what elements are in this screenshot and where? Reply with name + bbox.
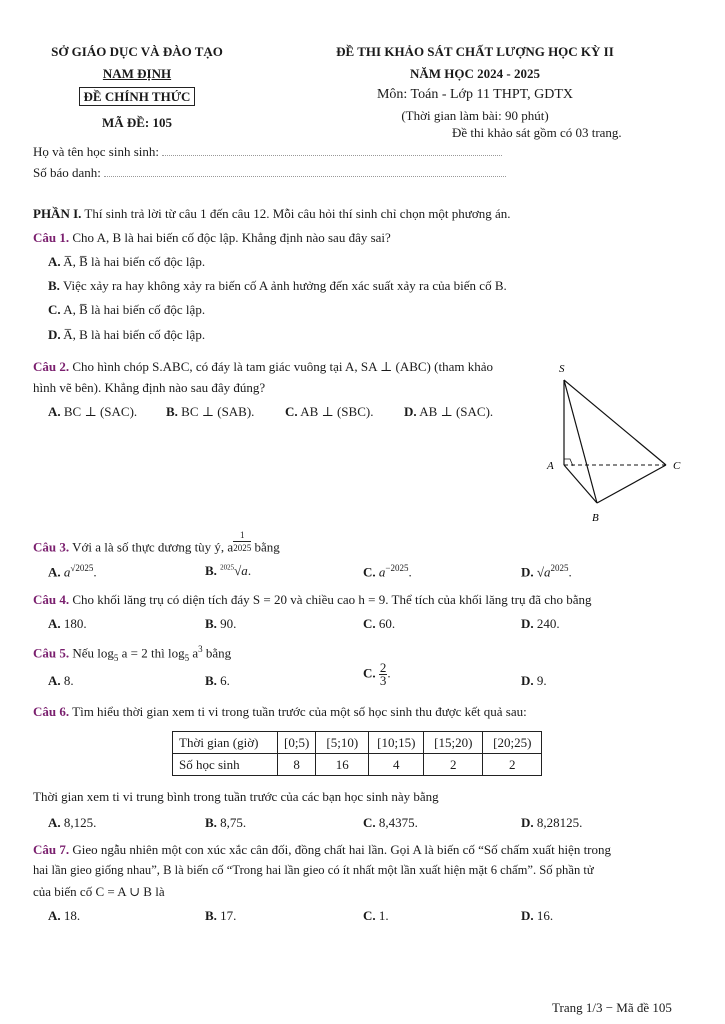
q4-label: Câu 4.	[33, 592, 70, 607]
q4-option-a[interactable]: A. 180.	[48, 616, 87, 631]
q1-stem: Cho A, B là hai biến cố độc lập. Khẳng định nào sau đây sai?	[72, 230, 391, 245]
official-label: ĐỀ CHÍNH THỨC	[79, 87, 196, 106]
pages-note: Đề thi khảo sát gồm có 03 trang.	[452, 125, 622, 140]
label-s: S	[559, 363, 565, 375]
q6-stem: Tìm hiểu thời gian xem ti vi trong tuần trước của một số học sinh thu được kết quả sau:	[72, 704, 527, 719]
q3-option-d[interactable]: D. $√a^{2025}$.	[521, 563, 572, 580]
q7-option-b[interactable]: B. 17.	[205, 908, 237, 923]
q1-option-d[interactable]: D. A̅, B là hai biến cố độc lập.	[48, 327, 206, 342]
province-name: NAM ĐỊNH	[102, 66, 172, 81]
q6-option-a[interactable]: A. 8,125.	[48, 815, 97, 830]
q4-option-d[interactable]: D. 240.	[521, 616, 560, 631]
q3-stem-row: Câu 3. Với a là số thực dương tùy ý, a $\frac{1}{2025}$ bằng	[33, 530, 280, 555]
q2-stem2: hình vẽ bên). Khẳng định nào sau đây đúng?	[33, 380, 266, 395]
q7-line1: Gieo ngẫu nhiên một con xúc xắc cân đối, đồng chất hai lần. Gọi A là biến cố “Số chấm xuất hiện trong	[72, 842, 612, 857]
student-name-field[interactable]	[162, 155, 502, 156]
q4-stem-row	[33, 592, 592, 608]
q6-stem-row	[33, 704, 527, 720]
q3-option-b[interactable]: B. $^{2025}$√a.	[205, 563, 252, 578]
q2-option-d[interactable]: D. AB ⊥ (SAC).	[404, 404, 494, 419]
q6-question: Thời gian xem ti vi trung bình trong tuần trước của các bạn học sinh này bằng	[33, 789, 439, 804]
exam-title: ĐỀ THI KHẢO SÁT CHẤT LƯỢNG HỌC KỲ II	[336, 44, 614, 59]
dept-name: SỞ GIÁO DỤC VÀ ĐÀO TẠO	[51, 44, 223, 59]
q2-stem-row	[33, 359, 493, 375]
q2-option-a[interactable]: A. BC ⊥ (SAC).	[48, 404, 138, 419]
q1-option-c[interactable]: C. A, B̅ là hai biến cố độc lập.	[48, 302, 206, 317]
frequency-table	[172, 731, 542, 776]
subject: Môn: Toán - Lớp 11 THPT, GDTX	[376, 87, 574, 102]
q2-label: Câu 2.	[33, 359, 70, 374]
q3-option-a[interactable]: A. $a^{√2025}$.	[48, 563, 97, 580]
q6-label: Câu 6.	[33, 704, 70, 719]
q6-option-c[interactable]: C. 8,4375.	[363, 815, 418, 830]
q5-option-b[interactable]: B. 6.	[205, 673, 230, 688]
part1-instruction	[33, 206, 510, 222]
label-c: C	[673, 460, 681, 472]
part1-text: Thí sinh trả lời từ câu 1 đến câu 12. Mỗi câu hỏi thí sinh chỉ chọn một phương án.	[84, 206, 511, 221]
q1-option-b[interactable]: B. Việc xảy ra hay không xảy ra biến cố A ảnh hưởng đến xác suất xảy ra của biến cố B.	[48, 278, 507, 293]
q1-option-a[interactable]: A. A̅, B̅ là hai biến cố độc lập.	[48, 254, 206, 269]
part1-label: PHẦN I.	[33, 206, 82, 221]
q6-option-b[interactable]: B. 8,75.	[205, 815, 247, 830]
q5-option-c[interactable]: C. $\frac{2}{3}$ .	[363, 660, 391, 688]
page-footer: Trang 1/3 − Mã đề 105	[552, 1000, 672, 1015]
q7-option-d[interactable]: D. 16.	[521, 908, 554, 923]
student-name-row	[33, 144, 502, 160]
edge-bc	[597, 465, 666, 503]
q5-option-a[interactable]: A. 8.	[48, 673, 74, 688]
q7-line3: của biến cố C = A ∪ B là	[33, 884, 165, 899]
q7-label: Câu 7.	[33, 842, 70, 857]
student-id-label: Số báo danh:	[33, 165, 101, 180]
official-label-wrap	[42, 89, 232, 105]
q3-option-c[interactable]: C. $a^{-2025}$.	[363, 563, 412, 580]
pyramid-figure	[540, 358, 700, 528]
q5-stem-row: Câu 5. Nếu $\log_5 a = 2$ thì $\log_5 a^3$ bằng	[33, 644, 232, 663]
q3-stem-pre: Với a là số thực dương tùy ý, a	[72, 539, 234, 555]
q7-option-c[interactable]: C. 1.	[363, 908, 389, 923]
q1-stem-row	[33, 230, 391, 246]
q3-label: Câu 3.	[33, 539, 70, 555]
q4-option-b[interactable]: B. 90.	[205, 616, 237, 631]
table-row: Thời gian (giờ) [0;5) [5;10) [10;15) [15;20) [20;25)	[173, 732, 542, 754]
school-year: NĂM HỌC 2024 - 2025	[410, 66, 540, 81]
edge-sc	[564, 380, 666, 465]
q3-stem-post: bằng	[254, 539, 280, 555]
time-limit: (Thời gian làm bài: 90 phút)	[401, 108, 549, 123]
q2-option-b[interactable]: B. BC ⊥ (SAB).	[166, 404, 255, 419]
q7-option-a[interactable]: A. 18.	[48, 908, 81, 923]
q2-stem1: Cho hình chóp S.ABC, có đáy là tam giác vuông tại A, SA ⊥ (ABC) (tham khảo	[72, 359, 493, 374]
q5-option-d[interactable]: D. 9.	[521, 673, 547, 688]
label-b: B	[592, 512, 599, 524]
q6-option-d[interactable]: D. 8,28125.	[521, 815, 583, 830]
label-a: A	[547, 460, 554, 472]
q4-option-c[interactable]: C. 60.	[363, 616, 396, 631]
table-row: Số học sinh 8 16 4 2 2	[173, 754, 542, 776]
exam-code: MÃ ĐỀ: 105	[101, 115, 173, 130]
q1-label: Câu 1.	[33, 230, 70, 245]
q7-stem-row	[33, 842, 611, 858]
q2-option-c[interactable]: C. AB ⊥ (SBC).	[285, 404, 374, 419]
q7-line2: hai lần gieo giống nhau”, B là biến cố “Trong hai lần gieo có ít nhất một lần xuất hiện mặt 6 chấm”. Số phần tử	[33, 863, 594, 877]
q4-stem: Cho khối lăng trụ có diện tích đáy S = 20 và chiều cao h = 9. Thể tích của khối lăng trụ đã cho bằng	[72, 592, 592, 607]
student-name-label: Họ và tên học sinh sinh:	[33, 144, 160, 159]
student-id-field[interactable]	[104, 176, 506, 177]
student-id-row	[33, 165, 506, 181]
q5-label: Câu 5.	[33, 645, 70, 661]
